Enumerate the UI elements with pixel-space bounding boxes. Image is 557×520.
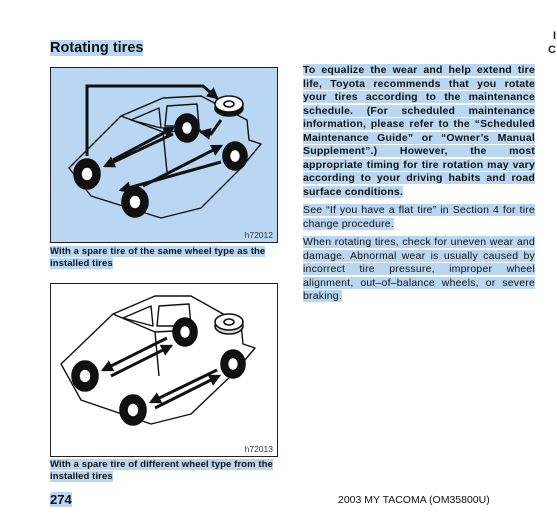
figure-same-wheel-type: [50, 67, 278, 243]
paragraph-flat-tire-reference: [303, 204, 535, 231]
page-number-text: 274: [50, 492, 72, 507]
paragraph-1-text: To equalize the wear and help extend tire life, Toyota recommends that you rotate your tires according to the maintenance schedule. (For scheduled maintenance information, please refer to the “Scheduled Maintenance Guide” or “Owner’s Manual Supplement”.) However, the most appropriate timing for tire rotation may vary according to your driving habits and road surface conditions.: [303, 64, 535, 198]
tire-front-right: [173, 318, 197, 346]
tire-rear-right: [223, 142, 247, 170]
figure-code: h72013: [244, 444, 273, 454]
edge-mark-1: I: [552, 30, 556, 42]
edge-mark-2: C: [548, 44, 556, 56]
tire-front-left: [74, 159, 100, 189]
tire-rear-right: [221, 350, 245, 378]
caption-1-text: With a spare tire of the same wheel type as the installed tires: [50, 246, 266, 269]
paragraph-3-text: When rotating tires, check for uneven wear and damage. Abnormal wear is usually caused by incorrect tire pressure, improper wheel alignment, out–of–balance wheels, or severe braking.: [303, 236, 535, 302]
footer-doc-title: 2003 MY TACOMA (OM35800U): [338, 494, 490, 506]
tire-front-left: [72, 361, 98, 391]
rotation-arrows: [103, 338, 219, 408]
figure-different-wheel-type: [50, 283, 278, 457]
spare-tire: [215, 314, 243, 334]
paragraph-wear-check: [303, 236, 535, 304]
body-text-column: [303, 64, 535, 309]
page-title: [50, 38, 143, 58]
figure-caption-2: [50, 459, 282, 483]
figure-code: h72012: [244, 230, 273, 240]
tire-rear-left: [120, 395, 146, 425]
paragraph-rotation-recommendation: [303, 64, 535, 199]
figure-caption-1: [50, 246, 282, 270]
tire-rotation-diagram-2: [51, 284, 277, 444]
tire-rear-left: [122, 187, 148, 217]
caption-2-text: With a spare tire of different wheel type from the installed tires: [50, 459, 273, 482]
page-number: [50, 492, 72, 507]
page-title-text: Rotating tires: [50, 40, 144, 56]
tire-rotation-diagram-1: [51, 68, 277, 228]
spare-tire: [215, 96, 243, 116]
tire-front-right: [175, 114, 199, 142]
paragraph-2-text: See “If you have a flat tire” in Section 4 for tire change procedure.: [303, 204, 535, 230]
